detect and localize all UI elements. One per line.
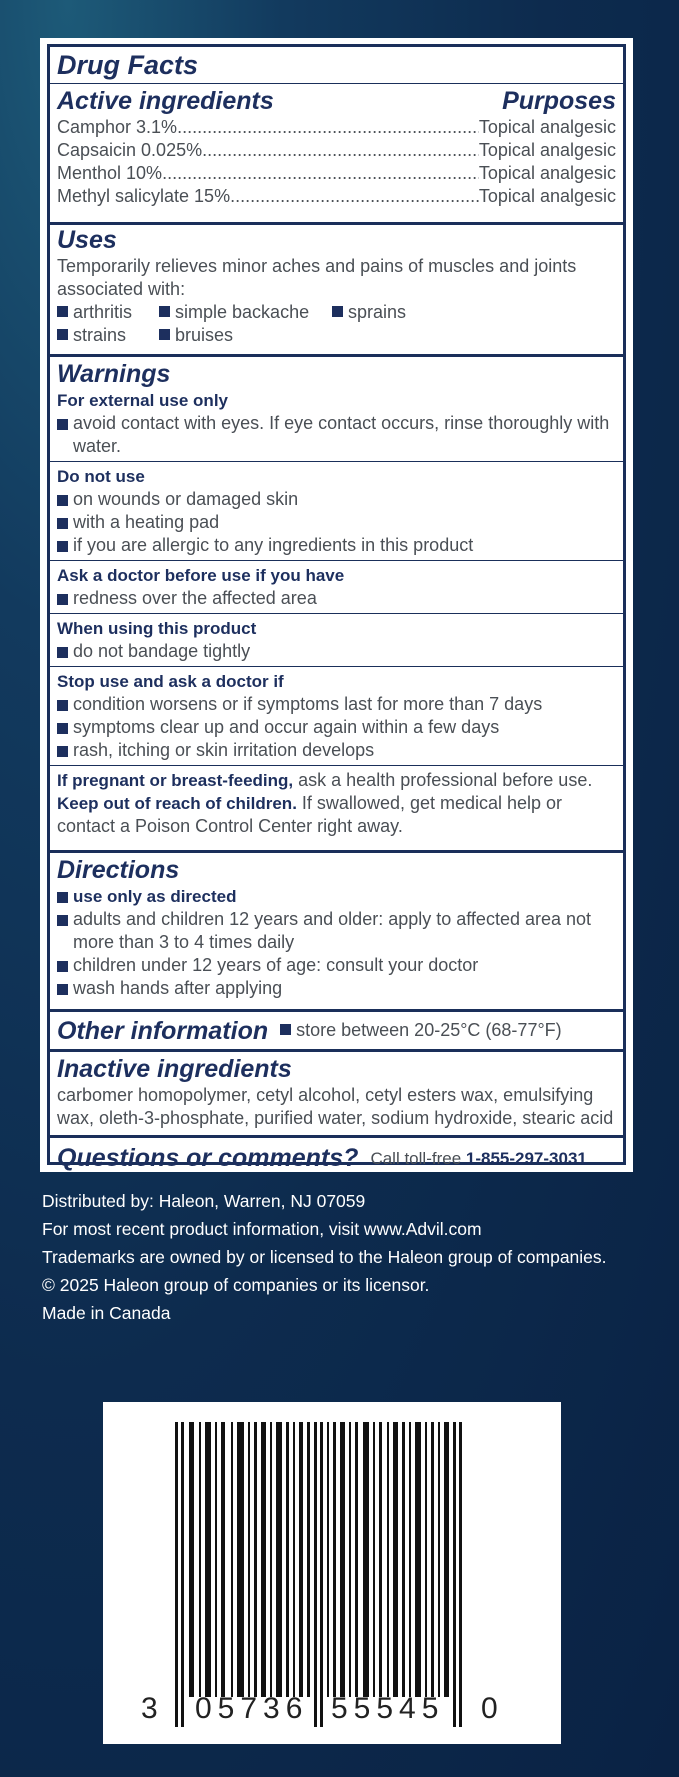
barcode — [103, 1402, 561, 1744]
ingredient-row: Camphor 3.1% ..... Topical analgesic — [57, 116, 616, 139]
inactive-ingredients-section — [50, 1054, 623, 1138]
uses-heading: Uses — [57, 226, 117, 254]
barcode-left-digits: 05736 — [195, 1692, 309, 1725]
do-not-use-heading: Do not use — [57, 467, 145, 486]
list-item: bruises — [159, 325, 233, 345]
drug-facts-box — [47, 44, 626, 1172]
list-item: wash hands after applying — [57, 977, 616, 1000]
footer-line: Made in Canada — [42, 1303, 171, 1323]
when-using-heading: When using this product — [57, 619, 257, 638]
footer-line: © 2025 Haleon group of companies or its licensor. — [42, 1275, 430, 1295]
footer-line: Distributed by: Haleon, Warren, NJ 07059 — [42, 1191, 366, 1211]
distributor-info — [42, 1187, 607, 1327]
list-item: if you are allergic to any ingredients in this product — [57, 534, 616, 557]
barcode-right-digits: 55545 — [331, 1692, 445, 1725]
active-ingredients-section — [50, 47, 623, 225]
other-information-heading: Other information — [57, 1016, 269, 1045]
directions-heading: Directions — [57, 856, 180, 884]
drug-facts-title: Drug Facts — [57, 50, 199, 80]
drug-facts-panel — [40, 38, 633, 1172]
barcode-lead-digit: 3 — [141, 1692, 158, 1725]
list-item: simple backache — [159, 301, 327, 324]
list-item: on wounds or damaged skin — [57, 488, 616, 511]
list-item: sprains — [332, 302, 406, 322]
uses-section — [50, 225, 623, 357]
active-ingredients-heading: Active ingredients — [57, 87, 274, 115]
list-item: strains — [57, 324, 154, 347]
questions-section — [50, 1138, 623, 1178]
ingredient-row: Methyl salicylate 15% ..... Topical analgesic — [57, 185, 616, 208]
warnings-section — [50, 359, 623, 853]
when-using-block — [50, 614, 623, 667]
list-item: use only as directed — [57, 885, 616, 908]
list-item: rash, itching or skin irritation develops — [57, 739, 616, 762]
pregnancy-block — [50, 766, 623, 841]
uses-text: Temporarily relieves minor aches and pains of muscles and joints associated with: — [57, 256, 577, 299]
pregnancy-warning: If pregnant or breast-feeding, ask a health professional before use. — [57, 770, 593, 790]
ingredient-row: Menthol 10% ..... Topical analgesic — [57, 162, 616, 185]
list-item: avoid contact with eyes. If eye contact occurs, rinse thoroughly with water. — [57, 412, 616, 458]
other-information-section — [50, 1012, 623, 1052]
list-item: arthritis — [57, 301, 154, 324]
list-item: condition worsens or if symptoms last for more than 7 days — [57, 693, 616, 716]
keep-out-warning: Keep out of reach of children. If swallowed, get medical help or contact a Poison Control Center right away. — [57, 793, 563, 836]
footer-line: For most recent product information, visit www.Advil.com — [42, 1219, 482, 1239]
list-item: with a heating pad — [57, 511, 616, 534]
uses-items-row — [57, 301, 616, 324]
stop-use-heading: Stop use and ask a doctor if — [57, 672, 284, 691]
stop-use-block — [50, 667, 623, 766]
inactive-ingredients-text: carbomer homopolymer, cetyl alcohol, cetyl esters wax, emulsifying wax, oleth-3-phosphate, purified water, sodium hydroxide, stearic acid — [57, 1085, 614, 1128]
warnings-heading: Warnings — [57, 360, 171, 388]
ask-doctor-heading: Ask a doctor before use if you have — [57, 566, 345, 585]
purposes-heading: Purposes — [502, 87, 616, 115]
do-not-use-block — [50, 462, 623, 561]
list-item: symptoms clear up and occur again within a few days — [57, 716, 616, 739]
list-item: do not bandage tightly — [57, 640, 616, 663]
barcode-check-digit: 0 — [481, 1692, 498, 1725]
uses-items-row — [57, 324, 616, 347]
inactive-ingredients-heading: Inactive ingredients — [57, 1055, 292, 1083]
ingredient-row: Capsaicin 0.025% ..... Topical analgesic — [57, 139, 616, 162]
ask-doctor-block — [50, 561, 623, 614]
phone-number: 1-855-297-3031 — [465, 1148, 587, 1168]
questions-contact: Call toll-free 1-855-297-3031 — [370, 1148, 587, 1168]
footer-line: Trademarks are owned by or licensed to the Haleon group of companies. — [42, 1247, 607, 1267]
list-item: children under 12 years of age: consult your doctor — [57, 954, 616, 977]
external-use-block — [50, 389, 623, 462]
list-item: adults and children 12 years and older: apply to affected area not more than 3 to 4 times daily — [57, 908, 616, 954]
list-item: store between 20-25°C (68-77°F) — [280, 1019, 562, 1042]
questions-heading: Questions or comments? — [57, 1144, 359, 1172]
external-use-heading: For external use only — [57, 391, 228, 410]
directions-section — [50, 855, 623, 1012]
list-item: redness over the affected area — [57, 587, 616, 610]
